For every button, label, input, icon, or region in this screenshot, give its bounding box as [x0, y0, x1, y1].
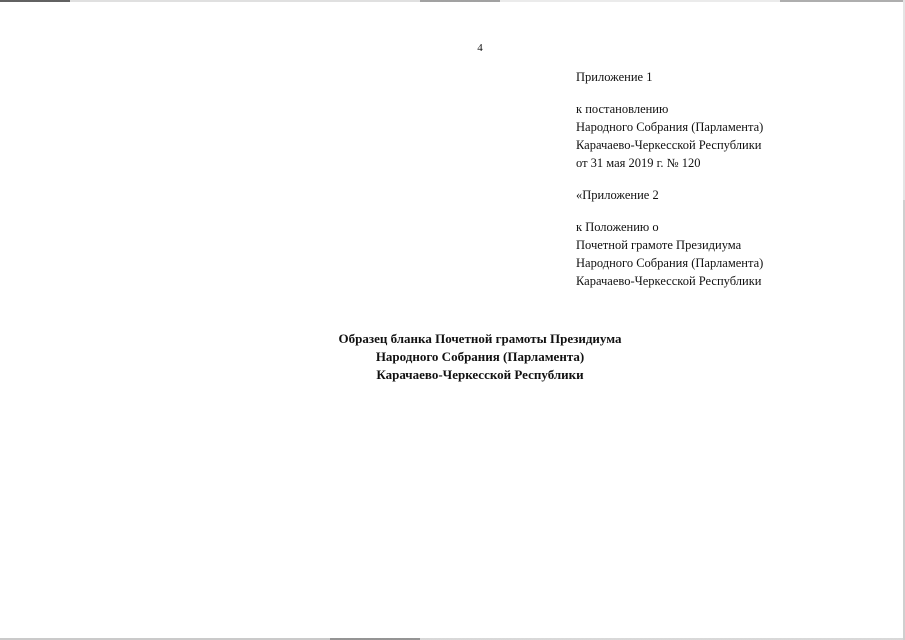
appendix2-line: Почетной грамоте Президиума — [576, 238, 742, 252]
form-title-line: Народного Собрания (Парламента) — [375, 349, 585, 364]
form-title-line: Карачаево-Черкесской Республики — [376, 367, 584, 382]
appendix1-line: от 31 мая 2019 г. № 120 — [576, 156, 701, 170]
appendix2-line: Народного Собрания (Парламента) — [576, 256, 764, 270]
appendix2-line: к Положению о — [576, 220, 659, 234]
form-title-line: Образец бланка Почетной грамоты Президиума — [338, 331, 622, 346]
appendix2-line: Карачаево-Черкесской Республики — [576, 274, 762, 288]
appendix1-title: Приложение 1 — [576, 70, 653, 84]
page-number: 4 — [477, 42, 483, 54]
form-title — [250, 330, 710, 384]
appendix-header — [576, 68, 876, 290]
appendix1-line: Народного Собрания (Парламента) — [576, 120, 764, 134]
appendix2-title: «Приложение 2 — [576, 188, 659, 202]
appendix1-line: к постановлению — [576, 102, 669, 116]
scan-edge-top — [0, 0, 905, 2]
appendix1-line: Карачаево-Черкесской Республики — [576, 138, 762, 152]
